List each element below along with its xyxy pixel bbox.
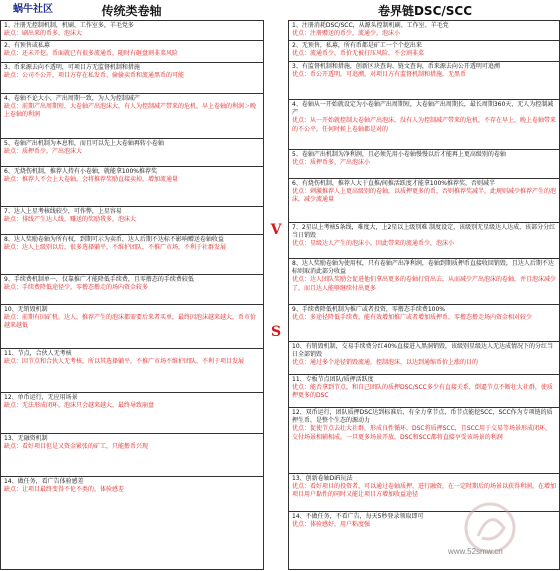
right-row bbox=[289, 374, 559, 407]
right-row-text: 10、有销毁机制，交易手续费分红40%直接进入黑洞销毁，该级别星级达人无达成情况下的分红当日全部销毁 bbox=[292, 343, 553, 359]
right-row-text: 8、达人奖励卷轴为使用权，只有卷轴产出净利润，卷轴到期质押币直接收回销毁，且达人后期不达标则取消此部分收益 bbox=[292, 260, 554, 276]
right-row-note: 优点：体验感好，用户粘度强 bbox=[292, 521, 371, 529]
left-row bbox=[1, 93, 263, 138]
left-row-text: 6、无烧伤机制，推荐人持有小卷轴，就能拿100%推荐奖 bbox=[4, 168, 157, 175]
right-row-text: 11、专板节点团队/质押活跃度 bbox=[292, 376, 374, 383]
vs-letter-s: S bbox=[270, 324, 282, 340]
right-row-note: 优点：刺激推荐人上更高级别的卷轴，以质押更多的币，否则推荐奖减半，此规则减少推荐产生的泡沫，减少流通量 bbox=[292, 188, 557, 204]
left-row bbox=[1, 304, 263, 348]
right-row-note: 优点：能否拿到节点，和自己团队的质押DSC/SCC多少有直接关系，倒逼节点不断壮大社群，使质押更多的DSC bbox=[292, 384, 553, 400]
left-row-note: 缺点：公司不公开，项目方存在私发币、偷偷卖币和流通黑币的可能 bbox=[4, 72, 185, 80]
left-row-note: 缺点：排线产生达人线，赚送的奖励我多，泡沫大 bbox=[4, 216, 137, 224]
watermark-url: www.52smw.cn bbox=[448, 547, 503, 556]
left-row-text: 2、有预售或私募 bbox=[4, 42, 50, 49]
right-row-note: 优点：多途径降低手续费，能有效增加推广或者增加质押币，零撸态撸走场内资金相对较少 bbox=[292, 314, 533, 322]
right-row-note: 优点：注册赠送的币少，流通少，泡沫小 bbox=[292, 30, 401, 38]
left-row-text: 14、做任务，看广告体验感差 bbox=[4, 478, 84, 485]
left-row bbox=[1, 21, 263, 40]
left-row bbox=[1, 206, 263, 234]
left-column-header: 传统类卷轴 bbox=[101, 4, 162, 18]
left-row-note: 缺点：前期有因矿机，达人，推荐产生的泡沫都需要后来者买单，最终因泡沫越来越大，币市价越来越低 bbox=[4, 314, 257, 330]
right-row-text: 4、卷轴从一开始就设定为小卷轴产出周期短，大卷轴产出周期长，最长周期360天，无人为控制减产 bbox=[292, 101, 554, 117]
left-row-text: 7、达人上星考核线较少，可作弊，上星容易 bbox=[4, 208, 122, 215]
right-row-note: 优点：达人团队奖励会促进他们拿出更多的卷轴打赏出去，从而减少产出泡沫的卷轴，并且泡沫减少了，而且达人能够继续付出更多 bbox=[292, 276, 557, 292]
left-row-note: 缺点：前期产出周期短，大卷轴产出泡沫大，有人为控制减产带来的危机，早上卷轴的利润＞晚上卷轴的利润 bbox=[4, 103, 257, 119]
left-row-text: 5、卷轴产出机制为本息和，而且可以先上大卷轴再转小卷轴 bbox=[4, 140, 164, 147]
left-row bbox=[1, 62, 263, 93]
right-row-note: 优点：从一开始就控制大卷轴产出泡沫，没有人为控制减产带来的危机，不存在早上，晚上卷轴带来的不公平，任何时候上卷轴都是对的 bbox=[292, 117, 557, 133]
right-row bbox=[289, 61, 559, 99]
right-row bbox=[289, 149, 559, 178]
right-row-note: 优点：质押币多，产出泡沫小 bbox=[292, 159, 371, 167]
right-row-note: 优点：看好项目的投资者，可以通过卷轴质押，进行融资，在一定时期后的场景以获得利润，在增加项目用户黏性的同时又能让项目方增加收益途径 bbox=[292, 483, 557, 499]
right-row bbox=[289, 341, 559, 374]
left-row-note: 缺点：让项目最终变得不伦不类的，体验感差 bbox=[4, 486, 125, 494]
left-row-note: 缺点：还未开挖，币面就已有很多流通币，随时有砸盘割韭菜风险 bbox=[4, 50, 179, 58]
left-row-note: 缺点：无法形成闭环，泡沫只会越来越大，最终导致崩盘 bbox=[4, 402, 155, 410]
right-column-header: 卷界链DSC/SCC bbox=[377, 4, 473, 18]
left-row-text: 9、手续费机制单一，仅靠推广才能降低手续费，且零撸态的手续费较低 bbox=[4, 276, 194, 283]
left-row-note: 缺点：达人上级别以后，很多选择躺平，不维护团队，不推广市场，不利于社群发展 bbox=[4, 244, 227, 252]
right-row-note: 优点：币公开透明，可追溯，对项目方有监督机制和措施，无黑币 bbox=[292, 71, 467, 79]
right-row-note: 优点：通过多个途径销毁流通，控制泡沫，以达到通缩币价上涨的目的 bbox=[292, 359, 479, 367]
right-row bbox=[289, 258, 559, 304]
left-row-text: 1、注册无控制机制，机刷、工作室多，羊毛党多 bbox=[4, 22, 134, 29]
right-row-text: 3、有监督机制和措施，创新区块查询、链文查询，币来源去向公开透明可追溯 bbox=[292, 63, 500, 70]
right-row bbox=[289, 21, 559, 40]
left-row bbox=[1, 348, 263, 392]
left-row-note: 缺点：因节点和合伙人无考核，所以其选择躺平，不推广市场不维护团队，不利于项目发展 bbox=[4, 358, 245, 366]
right-row bbox=[289, 222, 559, 258]
left-row-note: 缺点：手续费降低途径少，零撸态撸走的场内资金较多 bbox=[4, 284, 149, 292]
left-column bbox=[0, 20, 264, 570]
right-row-note: 优点：促使节点去壮大社群，形成良性循环，DSC将质押SCC，且SCC用于交易等场景形成闭环，交付场景相辅相成，一旦更多场景开放，DSC和SCC都将直接享受该场景的利润 bbox=[292, 425, 551, 441]
left-row bbox=[1, 234, 263, 274]
right-row-text: 9、手续费降低机制为推广或者投资，零撸态手续费100% bbox=[292, 306, 445, 313]
left-row-text: 13、无融资机制 bbox=[4, 435, 48, 442]
right-row-text: 2、无预售，私募，所有币都是矿工一个个挖出来 bbox=[292, 42, 422, 49]
right-row-text: 6、有烧伤机制，推荐人大于直推/间推活跃度才能拿100%推荐奖，否则减半 bbox=[292, 180, 495, 187]
left-row-note: 缺点：推荐人不会上大卷轴，会将推荐奖励直接卖掉，增加流通量 bbox=[4, 176, 179, 184]
left-row bbox=[1, 433, 263, 476]
left-row-text: 10、无销毁机制 bbox=[4, 306, 48, 313]
left-row-note: 缺点：质押币少，产出泡沫大 bbox=[4, 148, 83, 156]
right-row-text: 5、卷轴产出机制为净利润，且必须先用小卷轴慢慢以后才能再上更高级别的卷轴 bbox=[292, 151, 506, 158]
left-row bbox=[1, 476, 263, 512]
left-row-note: 缺点：刷出来的币多，泡沫大 bbox=[4, 30, 83, 38]
right-row bbox=[289, 407, 559, 473]
right-row-text: 1、注册消耗DSC/SCC，从源头控制机刷、工作室、羊毛党 bbox=[292, 22, 449, 29]
right-row bbox=[289, 40, 559, 61]
brand-logo: 蜗牛社区 bbox=[13, 4, 53, 15]
right-row bbox=[289, 178, 559, 222]
left-row bbox=[1, 40, 263, 62]
left-row bbox=[1, 274, 263, 304]
left-row-text: 8、达人奖励卷轴为所有权，到期可示为卖币，达人后期不达标不影响赠送卷轴收益 bbox=[4, 236, 224, 243]
right-row bbox=[289, 99, 559, 149]
left-row-text: 11、节点，合伙人无考核 bbox=[4, 350, 72, 357]
right-row-text: 13、创新卷轴DiFi玩法 bbox=[292, 475, 353, 482]
right-row-text: 7、2星以上考核5条线，难度大，上2星以上级别难 制度设定，该级别无星级达人达成，该部分分红当日销毁 bbox=[292, 224, 556, 240]
left-row bbox=[1, 138, 263, 166]
left-row bbox=[1, 392, 263, 433]
right-row-note: 优点：星级达人产生的泡沫小，因此带来的流通币少，泡沫小 bbox=[292, 240, 455, 248]
left-row-text: 12、单币运行，无应用场景 bbox=[4, 394, 78, 401]
vs-letter-v: V bbox=[270, 222, 282, 238]
right-row-text: 14、不做任务，不看广告，每天5秒登录领取即可 bbox=[292, 513, 424, 520]
right-row-note: 优点：流通币少，币价无被打压风险，不会割韭菜 bbox=[292, 50, 425, 58]
left-row-note: 缺点：看好项目但是又资金紧张的矿工，只能撸币兴现 bbox=[4, 443, 149, 451]
right-row bbox=[289, 304, 559, 341]
right-column bbox=[288, 20, 560, 570]
left-row bbox=[1, 166, 263, 206]
left-row-text: 4、卷轴不论大小，产出周期一致，为人为控制减产 bbox=[4, 95, 140, 102]
left-row-text: 3、币来源去向不透明，可项目方无监督机制和措施 bbox=[4, 64, 140, 71]
right-row-text: 12、双币运行，团队质押DSC达到标准后，有全力拿节点，币节点能挖SCC，SCC作为专项链的质押生币，是整个生态的源动力 bbox=[292, 409, 553, 425]
